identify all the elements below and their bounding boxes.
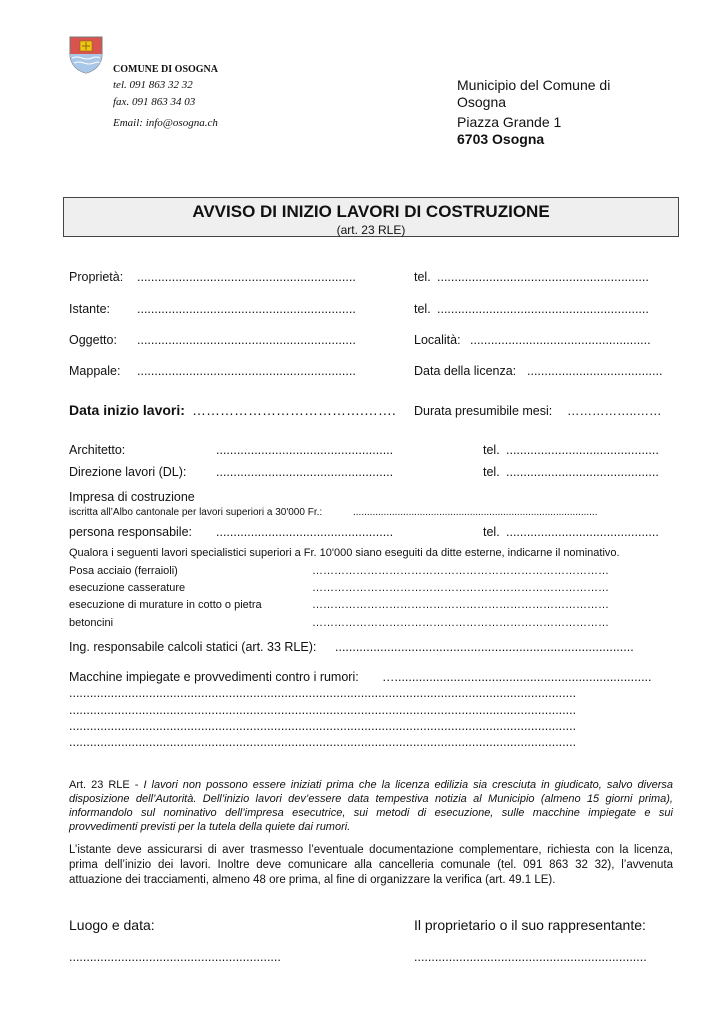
label-tel-proprieta: tel. bbox=[414, 270, 431, 284]
field-localita[interactable]: .................................................... bbox=[470, 333, 651, 347]
commune-email: Email: info@osogna.ch bbox=[113, 117, 218, 129]
field-tel-istante[interactable]: ............................................................. bbox=[437, 302, 649, 316]
label-impresa: Impresa di costruzione bbox=[69, 490, 195, 504]
label-murature: esecuzione di murature in cotto o pietra bbox=[69, 599, 262, 611]
label-luogo-data: Luogo e data: bbox=[69, 917, 155, 933]
art23-text: I lavori non possono essere iniziati prima che la licenza edilizia sia cresciuta in giudicato, salvo diversa disposizione dell’Autorità. Dell’inizio lavori dev’essere data tempestiva notizia al Municipio (almeno 15 giorni prima), informandolo sul nominativo dell’impresa esecutrice, sui metodi di esecuzione, sulle macchine impiegate e sui provvedimenti previsti per la tutela della quiete dai rumori. bbox=[69, 779, 673, 833]
address-line-1: Municipio del Comune di bbox=[457, 77, 611, 93]
document-title: AVVISO DI INIZIO LAVORI DI COSTRUZIONE bbox=[192, 202, 550, 221]
label-macchine: Macchine impiegate e provvedimenti contro i rumori: bbox=[69, 670, 359, 684]
label-data-licenza: Data della licenza: bbox=[414, 364, 517, 378]
field-data-licenza[interactable]: ....................................... bbox=[527, 364, 663, 378]
commune-fax: fax. 091 863 34 03 bbox=[113, 96, 196, 108]
commune-name: COMUNE DI OSOGNA bbox=[113, 64, 219, 75]
field-tel-persona[interactable]: ............................................ bbox=[506, 525, 659, 539]
field-tel-proprieta[interactable]: ............................................................. bbox=[437, 270, 649, 284]
address-line-2: Osogna bbox=[457, 94, 507, 110]
address-line-3: Piazza Grande 1 bbox=[457, 114, 562, 130]
label-ing: Ing. responsabile calcoli statici (art. 33 RLE): bbox=[69, 640, 317, 654]
field-istante[interactable]: ............................................................... bbox=[137, 302, 356, 316]
label-data-inizio: Data inizio lavori: bbox=[69, 402, 185, 418]
label-oggetto: Oggetto: bbox=[69, 333, 117, 347]
field-proprieta[interactable]: ............................................................... bbox=[137, 270, 356, 284]
label-istante: Istante: bbox=[69, 302, 110, 316]
label-posa: Posa acciaio (ferraioli) bbox=[69, 565, 178, 577]
field-data-inizio[interactable]: ……………………………….……. bbox=[192, 402, 396, 418]
osogna-coat-of-arms-icon bbox=[69, 36, 103, 74]
field-mappale[interactable]: ............................................................... bbox=[137, 364, 356, 378]
art23-paragraph bbox=[69, 778, 673, 834]
label-direzione: Direzione lavori (DL): bbox=[69, 465, 187, 479]
field-macchine-line-4[interactable]: .................................................................................................................................................. bbox=[69, 735, 577, 749]
field-murature[interactable]: ……………………………………………………………………… bbox=[312, 599, 609, 611]
document-subtitle: (art. 23 RLE) bbox=[336, 223, 406, 237]
field-betoncini[interactable]: ……………………………………………………………………… bbox=[312, 617, 609, 629]
field-casserature[interactable]: ……………………………………………………………………… bbox=[312, 582, 609, 594]
field-durata[interactable]: ……………..…… bbox=[567, 404, 662, 418]
field-macchine[interactable]: ….......................................................................... bbox=[382, 670, 652, 684]
label-proprieta: Proprietà: bbox=[69, 270, 124, 284]
label-proprietario: Il proprietario o il suo rappresentante: bbox=[414, 917, 646, 933]
field-tel-architetto[interactable]: ............................................ bbox=[506, 443, 659, 457]
label-tel-architetto: tel. bbox=[483, 443, 500, 457]
field-direzione[interactable]: ................................................... bbox=[216, 465, 394, 479]
label-persona: persona responsabile: bbox=[69, 525, 192, 539]
field-posa[interactable]: ……………………………………………………………………… bbox=[312, 565, 609, 577]
field-ing[interactable]: ...................................................................................... bbox=[335, 640, 634, 654]
art23-label: Art. 23 RLE - bbox=[69, 779, 139, 791]
label-iscritta: iscritta all’Albo cantonale per lavori superiori a 30'000 Fr.: bbox=[69, 507, 323, 518]
address-line-4: 6703 Osogna bbox=[457, 131, 545, 147]
document-title-box bbox=[63, 197, 679, 237]
label-tel-persona: tel. bbox=[483, 525, 500, 539]
label-betoncini: betoncini bbox=[69, 617, 114, 629]
field-tel-direzione[interactable]: ............................................ bbox=[506, 465, 659, 479]
label-localita: Località: bbox=[414, 333, 461, 347]
field-oggetto[interactable]: ............................................................... bbox=[137, 333, 356, 347]
label-casserature: esecuzione casserature bbox=[69, 582, 186, 594]
note-qualora: Qualora i seguenti lavori specialistici superiori a Fr. 10'000 siano eseguiti da ditte esterne, indicarne il nominativo. bbox=[69, 547, 620, 559]
field-macchine-line-3[interactable]: .................................................................................................................................................. bbox=[69, 719, 577, 733]
field-luogo-data[interactable]: ............................................................. bbox=[69, 950, 281, 964]
label-tel-istante: tel. bbox=[414, 302, 431, 316]
label-durata: Durata presumibile mesi: bbox=[414, 404, 553, 418]
field-macchine-line-2[interactable]: .................................................................................................................................................. bbox=[69, 703, 577, 717]
field-macchine-line-1[interactable]: .................................................................................................................................................. bbox=[69, 686, 577, 700]
field-firma[interactable]: ................................................................... bbox=[414, 950, 647, 964]
field-architetto[interactable]: ................................................... bbox=[216, 443, 394, 457]
label-tel-direzione: tel. bbox=[483, 465, 500, 479]
field-persona[interactable]: ................................................... bbox=[216, 525, 394, 539]
field-iscritta[interactable]: ........................................................................................ bbox=[353, 507, 598, 518]
label-architetto: Architetto: bbox=[69, 443, 126, 457]
istante-note: L’istante deve assicurarsi di aver trasmesso l’eventuale documentazione complementare, richiesta con la licenza, prima dell’inizio dei lavori. Inoltre deve comunicare alla cancelleria comunale (tel. 091 863 32 32), l’avvenuta attuazione dei tracciamenti, almeno 48 ore prima, al fine di organizzare la verifica (art. 49.1 LE). bbox=[69, 844, 673, 886]
label-mappale: Mappale: bbox=[69, 364, 121, 378]
commune-tel: tel. 091 863 32 32 bbox=[113, 79, 193, 91]
